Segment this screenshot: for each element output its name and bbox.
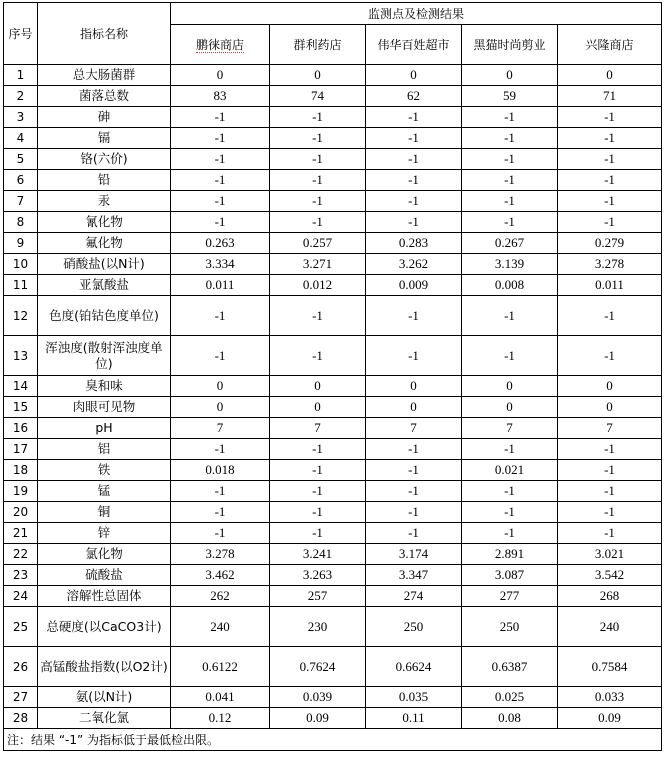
result-cell: 277	[462, 586, 558, 607]
result-cell: -1	[366, 481, 462, 502]
result-cell: -1	[171, 296, 270, 336]
result-cell: 0	[171, 65, 270, 86]
result-cell: -1	[171, 191, 270, 212]
table-row	[4, 708, 662, 729]
header-store-2: 群利药店	[270, 25, 366, 65]
result-cell: 268	[558, 586, 662, 607]
result-cell: -1	[270, 523, 366, 544]
indicator-name: 肉眼可见物	[38, 397, 171, 418]
result-cell: -1	[270, 170, 366, 191]
table-row	[4, 86, 662, 107]
indicator-name: 总大肠菌群	[38, 65, 171, 86]
result-cell: 0	[558, 376, 662, 397]
row-number: 25	[4, 607, 38, 647]
indicator-name: 铁	[38, 460, 171, 481]
result-cell: 0.7584	[558, 647, 662, 687]
result-cell: -1	[270, 336, 366, 376]
result-cell: -1	[366, 170, 462, 191]
result-cell: 3.087	[462, 565, 558, 586]
result-cell: -1	[270, 296, 366, 336]
row-number: 20	[4, 502, 38, 523]
result-cell: -1	[270, 128, 366, 149]
result-cell: -1	[558, 212, 662, 233]
table-row	[4, 439, 662, 460]
header-indicator: 指标名称	[38, 3, 171, 65]
result-cell: 240	[171, 607, 270, 647]
indicator-name: 铝	[38, 439, 171, 460]
indicator-name: 铅	[38, 170, 171, 191]
header-group: 监测点及检测结果	[171, 3, 662, 25]
table-row	[4, 565, 662, 586]
row-number: 6	[4, 170, 38, 191]
result-cell: -1	[366, 296, 462, 336]
result-cell: 3.263	[270, 565, 366, 586]
indicator-name: 氟化物	[38, 233, 171, 254]
result-cell: 0	[462, 65, 558, 86]
result-cell: -1	[558, 191, 662, 212]
result-cell: -1	[462, 296, 558, 336]
result-cell: -1	[558, 439, 662, 460]
result-cell: 0.012	[270, 275, 366, 296]
indicator-name: 铬(六价)	[38, 149, 171, 170]
row-number: 26	[4, 647, 38, 687]
header-store-4: 黑猫时尚剪业	[462, 25, 558, 65]
result-cell: -1	[270, 481, 366, 502]
result-cell: -1	[171, 170, 270, 191]
table-row	[4, 687, 662, 708]
row-number: 7	[4, 191, 38, 212]
result-cell: 7	[270, 418, 366, 439]
result-cell: 7	[558, 418, 662, 439]
row-number: 10	[4, 254, 38, 275]
result-cell: 0	[366, 376, 462, 397]
indicator-name: 氯化物	[38, 544, 171, 565]
result-cell: 0.033	[558, 687, 662, 708]
indicator-name: 镉	[38, 128, 171, 149]
result-cell: 0.257	[270, 233, 366, 254]
result-cell: 3.278	[558, 254, 662, 275]
row-number: 21	[4, 523, 38, 544]
table-row	[4, 502, 662, 523]
result-cell: 7	[171, 418, 270, 439]
result-cell: 3.334	[171, 254, 270, 275]
indicator-name: 溶解性总固体	[38, 586, 171, 607]
indicator-name: 高锰酸盐指数(以O2计)	[38, 647, 171, 687]
result-cell: -1	[366, 107, 462, 128]
result-cell: 0.011	[558, 275, 662, 296]
result-cell: -1	[366, 128, 462, 149]
result-cell: 230	[270, 607, 366, 647]
row-number: 9	[4, 233, 38, 254]
table-row	[4, 544, 662, 565]
result-cell: -1	[462, 336, 558, 376]
row-number: 4	[4, 128, 38, 149]
row-number: 2	[4, 86, 38, 107]
result-cell: 83	[171, 86, 270, 107]
indicator-name: 锌	[38, 523, 171, 544]
result-cell: -1	[171, 523, 270, 544]
result-cell: 0.263	[171, 233, 270, 254]
indicator-name: 锰	[38, 481, 171, 502]
result-cell: 71	[558, 86, 662, 107]
row-number: 27	[4, 687, 38, 708]
row-number: 17	[4, 439, 38, 460]
result-cell: -1	[270, 107, 366, 128]
indicator-name: 二氧化氯	[38, 708, 171, 729]
indicator-name: 砷	[38, 107, 171, 128]
result-cell: -1	[462, 107, 558, 128]
row-number: 8	[4, 212, 38, 233]
header-store-3: 伟华百姓超市	[366, 25, 462, 65]
result-cell: 0	[366, 397, 462, 418]
indicator-name: 氨(以N计)	[38, 687, 171, 708]
result-cell: 0.09	[558, 708, 662, 729]
result-cell: 74	[270, 86, 366, 107]
result-cell: -1	[171, 149, 270, 170]
result-cell: 59	[462, 86, 558, 107]
result-cell: -1	[171, 128, 270, 149]
result-cell: 3.174	[366, 544, 462, 565]
result-cell: 0	[462, 397, 558, 418]
result-cell: 0.008	[462, 275, 558, 296]
table-row	[4, 275, 662, 296]
indicator-name: 浑浊度(散射浑浊度单位)	[38, 336, 171, 376]
result-cell: -1	[270, 191, 366, 212]
row-number: 5	[4, 149, 38, 170]
result-cell: 0	[270, 65, 366, 86]
indicator-name: 臭和味	[38, 376, 171, 397]
result-cell: -1	[558, 170, 662, 191]
result-cell: -1	[558, 460, 662, 481]
header-store-5: 兴隆商店	[558, 25, 662, 65]
table-row	[4, 233, 662, 254]
result-cell: 0.267	[462, 233, 558, 254]
result-cell: -1	[558, 336, 662, 376]
result-cell: -1	[366, 336, 462, 376]
table-row	[4, 481, 662, 502]
result-cell: 0	[558, 65, 662, 86]
result-cell: 7	[462, 418, 558, 439]
result-cell: 0	[558, 397, 662, 418]
result-cell: 62	[366, 86, 462, 107]
table-row	[4, 191, 662, 212]
header-store-1: 鹏徕商店	[171, 25, 270, 65]
result-cell: -1	[462, 212, 558, 233]
row-number: 1	[4, 65, 38, 86]
result-cell: 0.6624	[366, 647, 462, 687]
indicator-name: 总硬度(以CaCO3计)	[38, 607, 171, 647]
indicator-name: 菌落总数	[38, 86, 171, 107]
result-cell: -1	[462, 191, 558, 212]
result-cell: -1	[270, 439, 366, 460]
result-cell: 0.035	[366, 687, 462, 708]
result-cell: 0	[171, 397, 270, 418]
row-number: 23	[4, 565, 38, 586]
result-cell: -1	[558, 523, 662, 544]
result-cell: -1	[558, 149, 662, 170]
table-row	[4, 460, 662, 481]
row-number: 11	[4, 275, 38, 296]
result-cell: 0.011	[171, 275, 270, 296]
result-cell: 240	[558, 607, 662, 647]
header-seq: 序号	[4, 3, 38, 65]
result-cell: -1	[366, 191, 462, 212]
result-cell: -1	[171, 502, 270, 523]
result-cell: 3.462	[171, 565, 270, 586]
result-cell: 0.09	[270, 708, 366, 729]
result-cell: 7	[366, 418, 462, 439]
result-cell: 0.279	[558, 233, 662, 254]
table-row	[4, 336, 662, 376]
result-cell: 0.018	[171, 460, 270, 481]
result-cell: 3.347	[366, 565, 462, 586]
result-cell: 3.542	[558, 565, 662, 586]
result-cell: 0.6122	[171, 647, 270, 687]
indicator-name: 氰化物	[38, 212, 171, 233]
result-cell: -1	[558, 296, 662, 336]
result-cell: 0	[270, 397, 366, 418]
result-cell: -1	[558, 107, 662, 128]
result-cell: 262	[171, 586, 270, 607]
row-number: 13	[4, 336, 38, 376]
result-cell: 0.7624	[270, 647, 366, 687]
result-cell: -1	[462, 149, 558, 170]
result-cell: 0	[270, 376, 366, 397]
result-cell: -1	[171, 212, 270, 233]
row-number: 14	[4, 376, 38, 397]
result-cell: -1	[171, 481, 270, 502]
result-cell: -1	[558, 481, 662, 502]
row-number: 24	[4, 586, 38, 607]
result-cell: -1	[171, 107, 270, 128]
result-cell: 250	[462, 607, 558, 647]
result-cell: 0	[462, 376, 558, 397]
result-cell: 3.139	[462, 254, 558, 275]
row-number: 16	[4, 418, 38, 439]
row-number: 28	[4, 708, 38, 729]
result-cell: -1	[462, 128, 558, 149]
row-number: 3	[4, 107, 38, 128]
table-row	[4, 170, 662, 191]
table-row	[4, 212, 662, 233]
result-cell: 0.6387	[462, 647, 558, 687]
table-body	[4, 65, 662, 729]
table-row	[4, 128, 662, 149]
result-cell: -1	[558, 128, 662, 149]
result-cell: 257	[270, 586, 366, 607]
result-cell: 0.025	[462, 687, 558, 708]
table-row	[4, 607, 662, 647]
result-cell: 274	[366, 586, 462, 607]
result-cell: -1	[462, 170, 558, 191]
table-row	[4, 586, 662, 607]
results-table	[3, 2, 662, 751]
table-row	[4, 296, 662, 336]
result-cell: -1	[270, 149, 366, 170]
result-cell: 3.241	[270, 544, 366, 565]
result-cell: -1	[171, 336, 270, 376]
result-cell: -1	[270, 502, 366, 523]
result-cell: -1	[366, 502, 462, 523]
result-cell: 0.021	[462, 460, 558, 481]
result-cell: -1	[462, 523, 558, 544]
result-cell: 0	[366, 65, 462, 86]
result-cell: 3.271	[270, 254, 366, 275]
table-row	[4, 418, 662, 439]
table-row	[4, 376, 662, 397]
result-cell: 3.278	[171, 544, 270, 565]
result-cell: 0.041	[171, 687, 270, 708]
indicator-name: 硫酸盐	[38, 565, 171, 586]
indicator-name: 硝酸盐(以N计)	[38, 254, 171, 275]
result-cell: 0.283	[366, 233, 462, 254]
row-number: 18	[4, 460, 38, 481]
result-cell: -1	[366, 523, 462, 544]
table-row	[4, 65, 662, 86]
row-number: 22	[4, 544, 38, 565]
result-cell: -1	[366, 460, 462, 481]
indicator-name: 亚氯酸盐	[38, 275, 171, 296]
result-cell: 0.11	[366, 708, 462, 729]
table-row	[4, 254, 662, 275]
result-cell: -1	[270, 460, 366, 481]
row-number: 12	[4, 296, 38, 336]
result-cell: -1	[366, 212, 462, 233]
table-row	[4, 397, 662, 418]
indicator-name: pH	[38, 418, 171, 439]
result-cell: 250	[366, 607, 462, 647]
result-cell: 0.08	[462, 708, 558, 729]
result-cell: 0	[171, 376, 270, 397]
result-cell: 2.891	[462, 544, 558, 565]
result-cell: -1	[366, 439, 462, 460]
table-row	[4, 647, 662, 687]
footnote: 注：结果 “-1” 为指标低于最低检出限。	[4, 729, 662, 751]
result-cell: 0.009	[366, 275, 462, 296]
result-cell: -1	[462, 481, 558, 502]
result-cell: -1	[366, 149, 462, 170]
result-cell: -1	[462, 439, 558, 460]
result-cell: -1	[558, 502, 662, 523]
indicator-name: 铜	[38, 502, 171, 523]
result-cell: 0.12	[171, 708, 270, 729]
table-row	[4, 523, 662, 544]
indicator-name: 汞	[38, 191, 171, 212]
result-cell: 3.262	[366, 254, 462, 275]
row-number: 19	[4, 481, 38, 502]
result-cell: -1	[462, 502, 558, 523]
indicator-name: 色度(铂钴色度单位)	[38, 296, 171, 336]
row-number: 15	[4, 397, 38, 418]
result-cell: -1	[270, 212, 366, 233]
result-cell: -1	[171, 439, 270, 460]
document	[3, 2, 661, 751]
table-row	[4, 107, 662, 128]
result-cell: 0.039	[270, 687, 366, 708]
table-row	[4, 149, 662, 170]
result-cell: 3.021	[558, 544, 662, 565]
